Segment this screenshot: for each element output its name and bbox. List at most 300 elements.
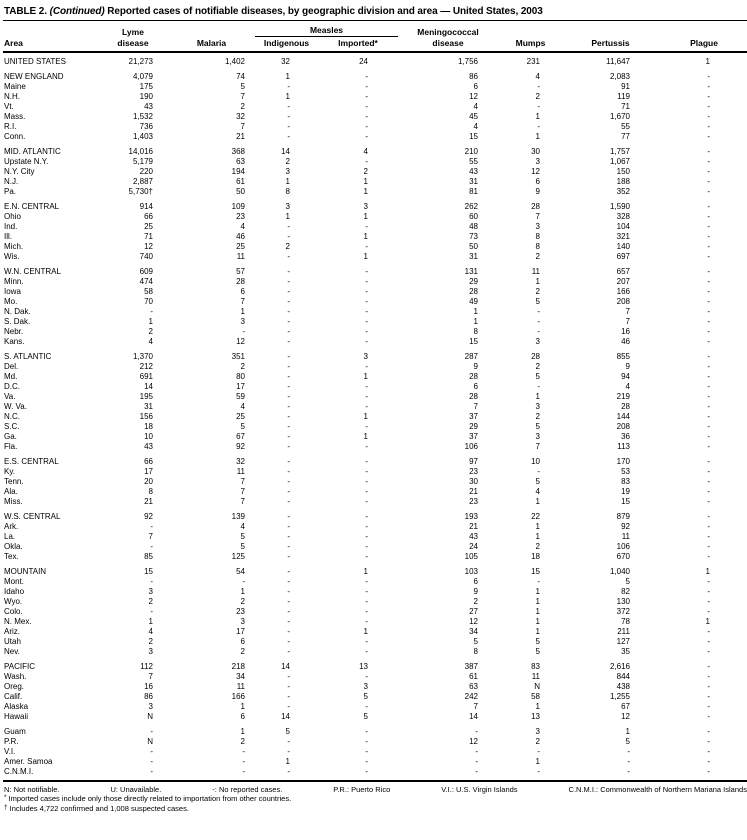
area-cell: Nev. bbox=[4, 647, 20, 656]
value-cell: 81 bbox=[469, 187, 478, 196]
value-cell: - bbox=[537, 307, 540, 316]
value-cell: - bbox=[537, 82, 540, 91]
value-cell: 31 bbox=[469, 177, 478, 186]
value-cell: 11 bbox=[236, 682, 245, 691]
value-cell: 2 bbox=[240, 362, 245, 371]
table-row bbox=[3, 497, 747, 507]
value-cell: 208 bbox=[616, 422, 630, 431]
value-cell: 12 bbox=[469, 92, 478, 101]
value-cell: - bbox=[287, 112, 290, 121]
value-cell: 1 bbox=[705, 567, 710, 576]
table-row bbox=[3, 297, 747, 307]
value-cell: 2 bbox=[285, 242, 290, 251]
value-cell: 3 bbox=[148, 702, 153, 711]
value-cell: - bbox=[707, 512, 710, 521]
area-cell: P.R. bbox=[4, 737, 19, 746]
value-cell: 12 bbox=[236, 337, 245, 346]
value-cell: 78 bbox=[621, 617, 630, 626]
value-cell: 1 bbox=[148, 317, 153, 326]
value-cell: 1 bbox=[473, 317, 478, 326]
area-cell: Ala. bbox=[4, 487, 18, 496]
table-row bbox=[3, 412, 747, 422]
value-cell: - bbox=[365, 222, 368, 231]
value-cell: 83 bbox=[531, 662, 540, 671]
value-cell: 18 bbox=[531, 552, 540, 561]
value-cell: 113 bbox=[617, 442, 630, 451]
value-cell: - bbox=[287, 532, 290, 541]
value-cell: 242 bbox=[464, 692, 478, 701]
value-cell: 20 bbox=[144, 477, 153, 486]
value-cell: 2 bbox=[148, 327, 153, 336]
value-cell: 4 bbox=[625, 382, 630, 391]
value-cell: 1 bbox=[285, 177, 290, 186]
value-cell: 670 bbox=[616, 552, 630, 561]
dagger-marker: † bbox=[4, 804, 8, 811]
value-cell: 15 bbox=[621, 497, 630, 506]
value-cell: 86 bbox=[469, 72, 478, 81]
table-row bbox=[3, 347, 747, 362]
area-cell: S.C. bbox=[4, 422, 20, 431]
value-cell: 5 bbox=[240, 532, 245, 541]
value-cell: 7 bbox=[535, 442, 540, 451]
value-cell: 1 bbox=[285, 757, 290, 766]
value-cell: - bbox=[365, 552, 368, 561]
value-cell: - bbox=[537, 767, 540, 776]
value-cell: 7 bbox=[625, 317, 630, 326]
value-cell: - bbox=[707, 737, 710, 746]
value-cell: 220 bbox=[139, 167, 153, 176]
value-cell: 3 bbox=[535, 402, 540, 411]
value-cell: - bbox=[365, 672, 368, 681]
value-cell: 7 bbox=[240, 122, 245, 131]
value-cell: - bbox=[287, 102, 290, 111]
value-cell: 32 bbox=[281, 57, 290, 66]
asterisk-marker: * bbox=[4, 794, 7, 801]
value-cell: 1 bbox=[363, 432, 368, 441]
column-header-malaria: Malaria bbox=[168, 37, 255, 53]
value-cell: 10 bbox=[531, 457, 540, 466]
value-cell: - bbox=[365, 287, 368, 296]
area-cell: Tenn. bbox=[4, 477, 24, 486]
value-cell: 3 bbox=[535, 432, 540, 441]
value-cell: - bbox=[707, 587, 710, 596]
value-cell: 11 bbox=[531, 267, 540, 276]
area-cell: E.N. CENTRAL bbox=[4, 202, 60, 211]
value-cell: - bbox=[242, 767, 245, 776]
table-row bbox=[3, 362, 747, 372]
value-cell: - bbox=[707, 497, 710, 506]
value-cell: 35 bbox=[621, 647, 630, 656]
value-cell: 1 bbox=[705, 57, 710, 66]
value-cell: 5,179 bbox=[132, 157, 153, 166]
value-cell: - bbox=[242, 577, 245, 586]
value-cell: 23 bbox=[469, 497, 478, 506]
column-header-lyme-line1: Lyme bbox=[122, 26, 144, 37]
value-cell: - bbox=[707, 222, 710, 231]
value-cell: 5 bbox=[285, 727, 290, 736]
value-cell: 6 bbox=[240, 637, 245, 646]
table-row bbox=[3, 112, 747, 122]
value-cell: - bbox=[287, 297, 290, 306]
value-cell: 1,040 bbox=[609, 567, 630, 576]
value-cell: 1 bbox=[535, 277, 540, 286]
value-cell: - bbox=[287, 327, 290, 336]
column-header-indigenous: Indigenous bbox=[255, 37, 318, 53]
value-cell: 8 bbox=[285, 187, 290, 196]
value-cell: 30 bbox=[531, 147, 540, 156]
value-cell: 3 bbox=[148, 647, 153, 656]
table-row bbox=[3, 682, 747, 692]
value-cell: - bbox=[287, 747, 290, 756]
column-header-pertussis: Pertussis bbox=[563, 37, 658, 53]
value-cell: - bbox=[365, 487, 368, 496]
value-cell: - bbox=[707, 177, 710, 186]
value-cell: - bbox=[365, 277, 368, 286]
value-cell: 1 bbox=[363, 627, 368, 636]
value-cell: 2,616 bbox=[609, 662, 630, 671]
table-row bbox=[3, 262, 747, 277]
value-cell: 193 bbox=[464, 512, 478, 521]
value-cell: - bbox=[707, 122, 710, 131]
value-cell: 91 bbox=[621, 82, 630, 91]
value-cell: - bbox=[287, 412, 290, 421]
value-cell: - bbox=[287, 352, 290, 361]
area-cell: Md. bbox=[4, 372, 18, 381]
value-cell: 2 bbox=[240, 102, 245, 111]
value-cell: - bbox=[707, 607, 710, 616]
value-cell: 92 bbox=[144, 512, 153, 521]
value-cell: 1 bbox=[535, 607, 540, 616]
area-cell: Tex. bbox=[4, 552, 19, 561]
value-cell: - bbox=[707, 352, 710, 361]
value-cell: - bbox=[707, 112, 710, 121]
value-cell: 175 bbox=[139, 82, 153, 91]
value-cell: - bbox=[287, 647, 290, 656]
value-cell: - bbox=[287, 442, 290, 451]
value-cell: - bbox=[707, 542, 710, 551]
value-cell: - bbox=[287, 252, 290, 261]
value-cell: 31 bbox=[469, 252, 478, 261]
value-cell: 21,273 bbox=[128, 57, 153, 66]
value-cell: 1 bbox=[240, 307, 245, 316]
value-cell: 166 bbox=[616, 287, 630, 296]
value-cell: - bbox=[707, 487, 710, 496]
area-cell: Ill. bbox=[4, 232, 12, 241]
value-cell: - bbox=[365, 392, 368, 401]
value-cell: 1 bbox=[363, 252, 368, 261]
value-cell: - bbox=[537, 327, 540, 336]
area-cell: MOUNTAIN bbox=[4, 567, 47, 576]
value-cell: - bbox=[365, 522, 368, 531]
value-cell: 287 bbox=[464, 352, 478, 361]
value-cell: 28 bbox=[236, 277, 245, 286]
value-cell: 4 bbox=[535, 487, 540, 496]
value-cell: - bbox=[365, 92, 368, 101]
value-cell: 352 bbox=[616, 187, 630, 196]
value-cell: - bbox=[707, 442, 710, 451]
value-cell: - bbox=[707, 692, 710, 701]
value-cell: 691 bbox=[139, 372, 153, 381]
area-cell: S. ATLANTIC bbox=[4, 352, 52, 361]
value-cell: 697 bbox=[616, 252, 630, 261]
legend-item: V.I.: U.S. Virgin Islands bbox=[441, 785, 518, 794]
value-cell: 4,079 bbox=[132, 72, 153, 81]
value-cell: 28 bbox=[469, 372, 478, 381]
value-cell: - bbox=[287, 487, 290, 496]
value-cell: 1 bbox=[363, 187, 368, 196]
legend-item: U: Unavailable. bbox=[110, 785, 162, 794]
area-cell: Nebr. bbox=[4, 327, 24, 336]
value-cell: - bbox=[365, 767, 368, 776]
value-cell: - bbox=[707, 147, 710, 156]
value-cell: - bbox=[287, 372, 290, 381]
value-cell: 66 bbox=[144, 457, 153, 466]
value-cell: - bbox=[365, 467, 368, 476]
value-cell: 55 bbox=[469, 157, 478, 166]
header-spacer bbox=[658, 21, 747, 37]
footnote-dagger-text: Includes 4,722 confirmed and 1,008 suspected cases. bbox=[9, 804, 189, 813]
value-cell: 37 bbox=[469, 412, 478, 421]
value-cell: 2 bbox=[148, 637, 153, 646]
value-cell: - bbox=[707, 102, 710, 111]
value-cell: 3 bbox=[363, 202, 368, 211]
value-cell: - bbox=[707, 277, 710, 286]
value-cell: 28 bbox=[531, 352, 540, 361]
value-cell: 328 bbox=[616, 212, 630, 221]
area-cell: Mich. bbox=[4, 242, 24, 251]
value-cell: 2 bbox=[535, 287, 540, 296]
table-row bbox=[3, 157, 747, 167]
value-cell: 23 bbox=[236, 607, 245, 616]
value-cell: 4 bbox=[240, 402, 245, 411]
column-header-area: Area bbox=[3, 37, 98, 53]
table-row bbox=[3, 552, 747, 562]
table-row bbox=[3, 467, 747, 477]
value-cell: - bbox=[707, 382, 710, 391]
value-cell: 49 bbox=[469, 297, 478, 306]
table-row bbox=[3, 487, 747, 497]
value-cell: 7 bbox=[473, 702, 478, 711]
value-cell: - bbox=[707, 727, 710, 736]
table-row bbox=[3, 372, 747, 382]
value-cell: 6 bbox=[240, 712, 245, 721]
value-cell: 2 bbox=[473, 597, 478, 606]
area-cell: N.C. bbox=[4, 412, 20, 421]
value-cell: 2,083 bbox=[609, 72, 630, 81]
value-cell: 1,403 bbox=[132, 132, 153, 141]
table-row bbox=[3, 617, 747, 627]
value-cell: 1 bbox=[363, 177, 368, 186]
value-cell: N bbox=[147, 737, 153, 746]
area-cell: E.S. CENTRAL bbox=[4, 457, 59, 466]
value-cell: 210 bbox=[464, 147, 478, 156]
footnotes bbox=[3, 780, 747, 814]
column-header-imported: Imported* bbox=[318, 37, 398, 53]
table-row bbox=[3, 722, 747, 737]
table-row bbox=[3, 132, 747, 142]
value-cell: 43 bbox=[144, 102, 153, 111]
area-cell: S. Dak. bbox=[4, 317, 31, 326]
value-cell: 1,370 bbox=[132, 352, 153, 361]
value-cell: - bbox=[150, 727, 153, 736]
legend-item: -: No reported cases. bbox=[212, 785, 283, 794]
value-cell: 73 bbox=[469, 232, 478, 241]
value-cell: - bbox=[475, 747, 478, 756]
value-cell: 3 bbox=[285, 167, 290, 176]
value-cell: 1 bbox=[363, 232, 368, 241]
value-cell: - bbox=[287, 362, 290, 371]
value-cell: - bbox=[707, 597, 710, 606]
value-cell: - bbox=[707, 317, 710, 326]
value-cell: 1 bbox=[240, 587, 245, 596]
value-cell: 30 bbox=[469, 477, 478, 486]
value-cell: - bbox=[287, 232, 290, 241]
value-cell: - bbox=[707, 327, 710, 336]
value-cell: 2 bbox=[535, 362, 540, 371]
table-row bbox=[3, 532, 747, 542]
value-cell: 5 bbox=[535, 637, 540, 646]
value-cell: 207 bbox=[616, 277, 630, 286]
value-cell: 8 bbox=[473, 647, 478, 656]
value-cell: - bbox=[365, 597, 368, 606]
value-cell: - bbox=[707, 362, 710, 371]
value-cell: - bbox=[287, 607, 290, 616]
value-cell: 11 bbox=[236, 467, 245, 476]
table-row bbox=[3, 442, 747, 452]
value-cell: 34 bbox=[236, 672, 245, 681]
value-cell: 2,887 bbox=[132, 177, 153, 186]
table-row bbox=[3, 712, 747, 722]
value-cell: 4 bbox=[473, 102, 478, 111]
table-title bbox=[4, 6, 746, 17]
value-cell: 67 bbox=[236, 432, 245, 441]
value-cell: - bbox=[707, 402, 710, 411]
value-cell: 1 bbox=[240, 702, 245, 711]
value-cell: - bbox=[242, 747, 245, 756]
value-cell: 1 bbox=[240, 727, 245, 736]
value-cell: 609 bbox=[139, 267, 153, 276]
value-cell: 1 bbox=[535, 132, 540, 141]
value-cell: 879 bbox=[616, 512, 630, 521]
value-cell: 105 bbox=[464, 552, 478, 561]
value-cell: 372 bbox=[616, 607, 630, 616]
value-cell: 914 bbox=[139, 202, 153, 211]
value-cell: 1,402 bbox=[224, 57, 245, 66]
value-cell: 1 bbox=[363, 372, 368, 381]
value-cell: - bbox=[150, 607, 153, 616]
value-cell: 5 bbox=[535, 372, 540, 381]
value-cell: 25 bbox=[236, 242, 245, 251]
table-row bbox=[3, 542, 747, 552]
value-cell: 7 bbox=[240, 487, 245, 496]
value-cell: - bbox=[150, 747, 153, 756]
value-cell: - bbox=[365, 607, 368, 616]
value-cell: 144 bbox=[616, 412, 630, 421]
notifiable-diseases-table bbox=[3, 20, 747, 777]
value-cell: 1 bbox=[535, 392, 540, 401]
value-cell: 190 bbox=[139, 92, 153, 101]
value-cell: - bbox=[707, 82, 710, 91]
value-cell: 14 bbox=[469, 712, 478, 721]
value-cell: 1,756 bbox=[457, 57, 478, 66]
value-cell: 5 bbox=[535, 647, 540, 656]
area-cell: C.N.M.I. bbox=[4, 767, 34, 776]
value-cell: 208 bbox=[616, 297, 630, 306]
value-cell: 54 bbox=[236, 567, 245, 576]
area-cell: N.J. bbox=[4, 177, 19, 186]
value-cell: 55 bbox=[621, 122, 630, 131]
value-cell: 156 bbox=[139, 412, 153, 421]
value-cell: 166 bbox=[231, 692, 245, 701]
value-cell: - bbox=[707, 577, 710, 586]
area-cell: Wis. bbox=[4, 252, 20, 261]
value-cell: - bbox=[707, 337, 710, 346]
value-cell: - bbox=[537, 467, 540, 476]
value-cell: 83 bbox=[621, 477, 630, 486]
value-cell: 21 bbox=[469, 487, 478, 496]
value-cell: - bbox=[365, 267, 368, 276]
table-row bbox=[3, 702, 747, 712]
area-cell: Kans. bbox=[4, 337, 25, 346]
value-cell: 80 bbox=[236, 372, 245, 381]
table-row bbox=[3, 177, 747, 187]
value-cell: - bbox=[707, 637, 710, 646]
value-cell: 17 bbox=[144, 467, 153, 476]
value-cell: - bbox=[365, 727, 368, 736]
value-cell: - bbox=[707, 267, 710, 276]
value-cell: - bbox=[365, 747, 368, 756]
area-cell: R.I. bbox=[4, 122, 17, 131]
value-cell: 1 bbox=[473, 307, 478, 316]
value-cell: - bbox=[287, 307, 290, 316]
value-cell: 3 bbox=[535, 337, 540, 346]
value-cell: 61 bbox=[236, 177, 245, 186]
value-cell: 150 bbox=[616, 167, 630, 176]
value-cell: 18 bbox=[144, 422, 153, 431]
value-cell: - bbox=[365, 757, 368, 766]
value-cell: - bbox=[537, 382, 540, 391]
value-cell: 1 bbox=[535, 702, 540, 711]
value-cell: 5,730† bbox=[128, 187, 153, 196]
value-cell: 1 bbox=[535, 597, 540, 606]
table-row bbox=[3, 672, 747, 682]
value-cell: 5 bbox=[240, 422, 245, 431]
value-cell: - bbox=[365, 587, 368, 596]
value-cell: N bbox=[534, 682, 540, 691]
value-cell: 119 bbox=[617, 92, 630, 101]
area-cell: UNITED STATES bbox=[4, 57, 66, 66]
value-cell: 8 bbox=[535, 242, 540, 251]
value-cell: 2 bbox=[240, 597, 245, 606]
table-row bbox=[3, 337, 747, 347]
value-cell: - bbox=[707, 477, 710, 486]
value-cell: 844 bbox=[616, 672, 630, 681]
value-cell: 36 bbox=[621, 432, 630, 441]
value-cell: - bbox=[707, 232, 710, 241]
value-cell: 855 bbox=[616, 352, 630, 361]
table-row bbox=[3, 747, 747, 757]
value-cell: - bbox=[707, 757, 710, 766]
value-cell: 43 bbox=[469, 532, 478, 541]
value-cell: - bbox=[287, 277, 290, 286]
table-row bbox=[3, 767, 747, 777]
table-row bbox=[3, 142, 747, 157]
value-cell: - bbox=[287, 672, 290, 681]
table-row bbox=[3, 287, 747, 297]
value-cell: 24 bbox=[359, 57, 368, 66]
value-cell: 2 bbox=[285, 157, 290, 166]
area-cell: Oreg. bbox=[4, 682, 25, 691]
